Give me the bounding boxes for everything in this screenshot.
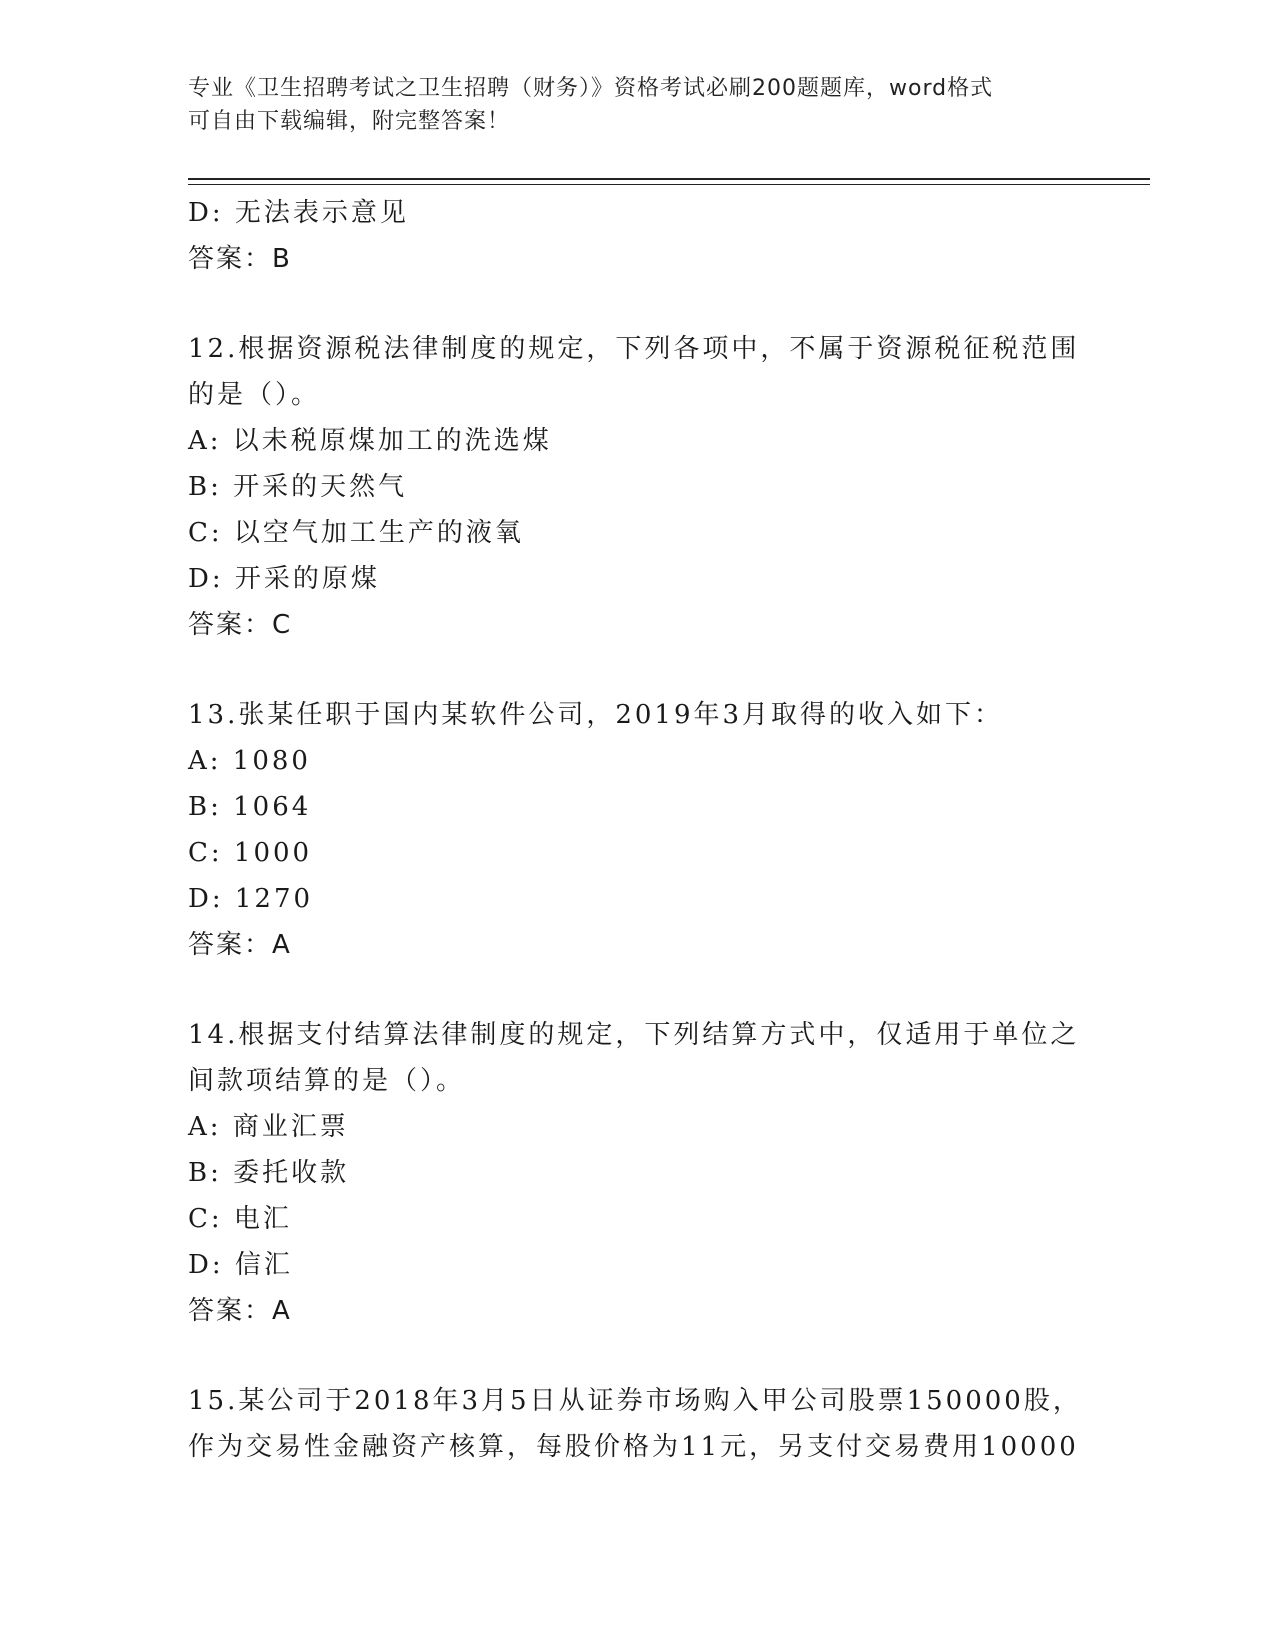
header-divider-thin xyxy=(188,184,1150,185)
question-13-option-b: B: 1064 xyxy=(188,792,312,822)
question-13-option-c: C: 1000 xyxy=(188,838,313,868)
header-divider-thick xyxy=(188,178,1150,180)
question-13-option-a: A: 1080 xyxy=(188,746,311,776)
question-12-option-d: D: 开采的原煤 xyxy=(188,564,380,594)
question-12-stem-line-1: 12.根据资源税法律制度的规定，下列各项中，不属于资源税征税范围 xyxy=(188,334,1080,364)
question-12-option-a: A: 以未税原煤加工的洗选煤 xyxy=(188,426,552,456)
question-14-option-a: A: 商业汇票 xyxy=(188,1112,349,1142)
question-content xyxy=(188,190,1088,1470)
prev-question-option-d: D: 无法表示意见 xyxy=(188,198,409,228)
question-12-option-b: B: 开采的天然气 xyxy=(188,472,408,502)
question-14-option-c: C: 电汇 xyxy=(188,1204,292,1234)
question-13-option-d: D: 1270 xyxy=(188,884,314,914)
spacer xyxy=(188,282,1088,326)
question-14-stem-line-2: 间款项结算的是（）。 xyxy=(188,1066,466,1096)
header-title-line-2: 可自由下载编辑，附完整答案！ xyxy=(188,109,511,134)
question-13-stem-line-1: 13.张某任职于国内某软件公司，2019年3月取得的收入如下： xyxy=(188,700,1004,730)
spacer xyxy=(188,1334,1088,1378)
spacer xyxy=(188,968,1088,1012)
question-13-answer: 答案：A xyxy=(188,930,292,960)
question-12-option-c: C: 以空气加工生产的液氧 xyxy=(188,518,524,548)
question-15-stem-line-2: 作为交易性金融资产核算，每股价格为11元，另支付交易费用10000 xyxy=(188,1432,1079,1462)
spacer xyxy=(188,648,1088,692)
question-14-option-b: B: 委托收款 xyxy=(188,1158,350,1188)
question-14-option-d: D: 信汇 xyxy=(188,1250,293,1280)
header-title-line-1: 专业《卫生招聘考试之卫生招聘（财务）》资格考试必刷200题题库，word格式 xyxy=(188,76,994,101)
question-12-stem-line-2: 的是（）。 xyxy=(188,380,321,410)
question-14-answer: 答案：A xyxy=(188,1296,292,1326)
question-14-stem-line-1: 14.根据支付结算法律制度的规定，下列结算方式中，仅适用于单位之 xyxy=(188,1020,1080,1050)
page-header xyxy=(188,72,1088,138)
question-15-stem-line-1: 15.某公司于2018年3月5日从证券市场购入甲公司股票150000股， xyxy=(188,1386,1082,1416)
prev-question-answer: 答案：B xyxy=(188,244,292,274)
question-12-answer: 答案：C xyxy=(188,610,293,640)
